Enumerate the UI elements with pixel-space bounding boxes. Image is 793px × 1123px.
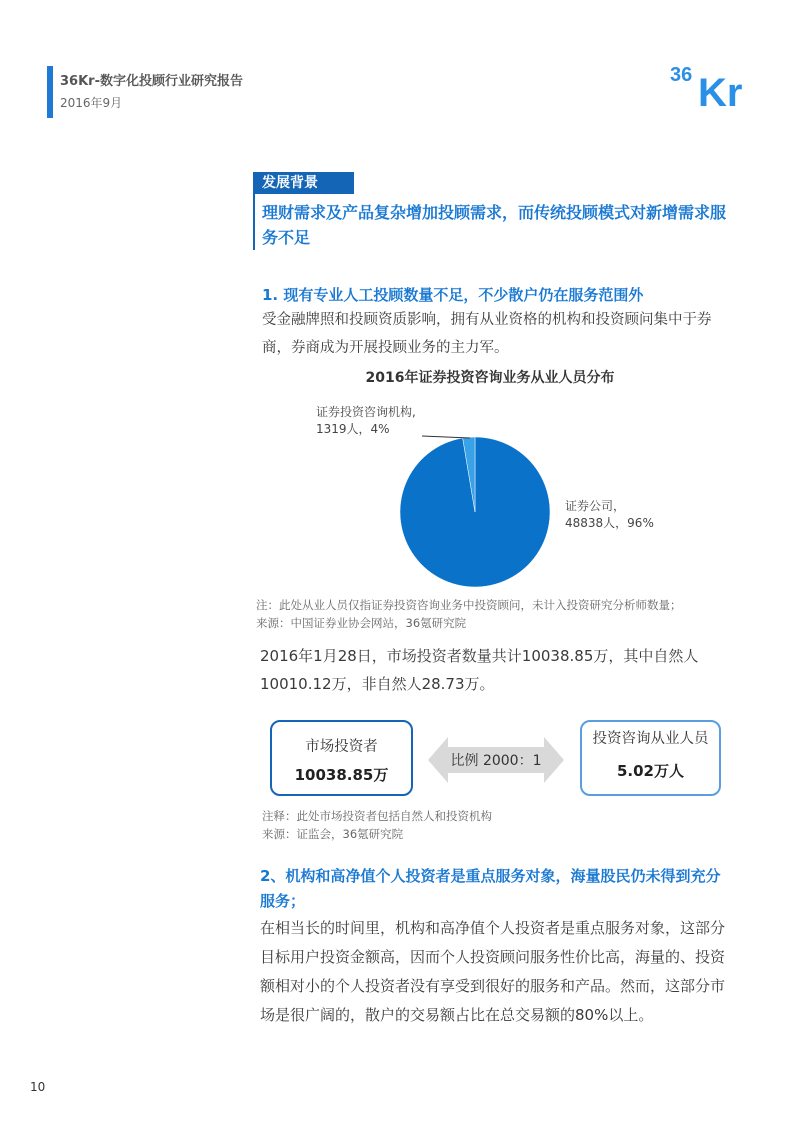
pie-label-large-name: 证券公司， (565, 499, 626, 513)
advisors-label: 投资咨询从业人员 (592, 731, 709, 747)
investors-value: 10038.85万 (294, 766, 389, 784)
36kr-logo (670, 62, 750, 110)
point1-body: 受金融牌照和投顾资质影响，拥有从业资格的机构和投资顾问集中于券商，券商成为开展投顾业务的主力军。 (262, 312, 712, 356)
pie-leader-line (420, 432, 480, 442)
chart-note-line2: 来源：中国证券业协会网站，36氪研究院 (256, 616, 467, 630)
chart-title: 2016年证券投资咨询业务从业人员分布 (365, 370, 615, 386)
header-accent-bar (47, 66, 53, 118)
advisors-box (580, 720, 721, 796)
point1-heading: 1. 现有专业人工投顾数量不足，不少散户仍在服务范围外 (262, 286, 644, 304)
chart-note-line1: 注：此处从业人员仅指证券投资咨询业务中投资顾问，未计入投资研究分析师数量； (256, 598, 682, 612)
comparison-note-line1: 注释：此处市场投资者包括自然人和投资机构 (262, 809, 492, 823)
section-headline: 理财需求及产品复杂增加投顾需求，而传统投顾模式对新增需求服务不足 (262, 203, 727, 247)
logo-text-kr: Kr (698, 71, 743, 110)
comparison-note-line2: 来源：证监会，36氪研究院 (262, 827, 404, 841)
chart-note (256, 596, 736, 632)
investors-box (270, 720, 413, 796)
pie-label-large-value: 48838人，96% (565, 516, 654, 530)
logo-text-36: 36 (670, 64, 693, 86)
report-date: 2016年9月 (60, 96, 123, 110)
investors-label: 市场投资者 (305, 739, 378, 755)
comparison-note (262, 807, 722, 843)
pie-label-small-value: 1319人，4% (316, 422, 390, 436)
point2-heading: 2、机构和高净值个人投资者是重点服务对象，海量股民仍未得到充分服务； (260, 867, 721, 910)
section-tag: 发展背景 (253, 172, 354, 194)
point2-body: 在相当长的时间里，机构和高净值个人投资者是重点服务对象，这部分目标用户投资金额高，因而个人投资顾问服务性价比高，海量的、投资额相对小的个人投资者没有享受到很好的服务和产品。然而，这部分市场是很广阔的，散户的交易额占比在总交易额的80%以上。 (260, 919, 726, 1024)
pie-label-small-name: 证券投资咨询机构, (316, 405, 416, 419)
investor-stat-text: 2016年1月28日，市场投资者数量共计10038.85万，其中自然人10010.12万，非自然人28.73万。 (260, 647, 699, 693)
page-number: 10 (30, 1080, 46, 1094)
pie-label-small (316, 404, 416, 438)
advisors-value: 5.02万人 (616, 762, 684, 780)
pie-label-large (565, 498, 654, 532)
report-title: 36Kr-数字化投顾行业研究报告 (60, 74, 243, 89)
ratio-text: 比例 2000：1 (450, 753, 542, 769)
